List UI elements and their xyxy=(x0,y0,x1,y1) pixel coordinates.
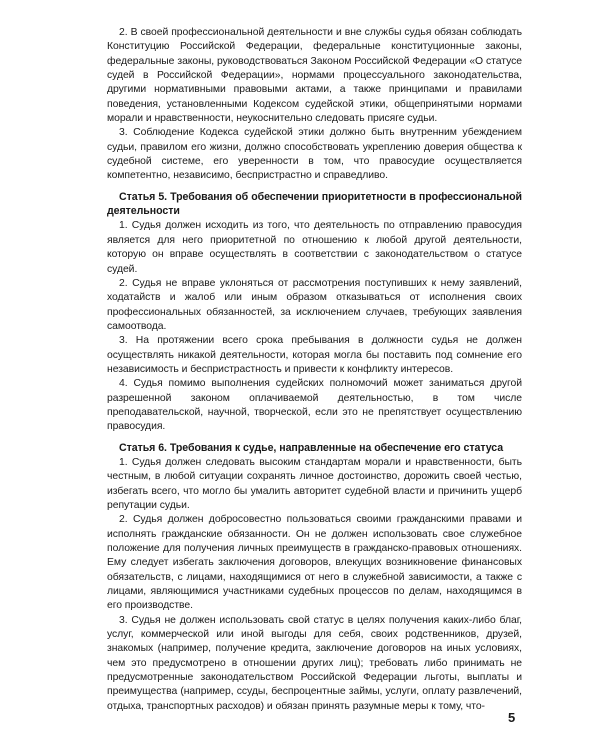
page-number: 5 xyxy=(508,710,516,725)
article-5-heading: Статья 5. Требования об обеспечении приоритетности в профессиональной деятельности xyxy=(107,190,522,218)
article-6-paragraph-1: 1. Судья должен следовать высоким стандартам морали и нравственности, быть честным, в любой ситуации сохранять личное достоинство, дорожить своей честью, избегать всего, что могло бы умалить авторитет судебной власти и причинить ущерб репутации судьи. xyxy=(107,456,522,511)
article-6-paragraph-3: 3. Судья не должен использовать свой статус в целях получения каких-либо благ, услуг, коммерческой или иной выгоды для себя, своих родственников, друзей, знакомых (например, получение кредита, заключение договоров на иных условиях, чем это предусмотрено в отношении других лиц); требовать либо принимать не предусмотренные законодательством Российской Федерации льготы, выплаты и преимущества (например, ссуды, беспроцентные займы, услуги, оплату развлечений, отдыха, транспортных расходов) и обязан принять разумные меры к тому, что- xyxy=(107,614,522,712)
article-5-paragraph-1: 1. Судья должен исходить из того, что деятельность по отправлению правосудия является для него приоритетной по отношению к любой другой деятельности, которую он вправе осуществлять в соответствии с законодательством о статусе судей. xyxy=(107,220,522,275)
article-6-heading: Статья 6. Требования к судье, направленные на обеспечение его статуса xyxy=(119,441,504,454)
article-5-paragraph-4: 4. Судья помимо выполнения судейских полномочий может заниматься другой разрешенной законом оплачиваемой деятельностью, в том числе преподавательской, научной, творческой, если это не препятствует осуществлению правосудия. xyxy=(107,378,522,433)
article-5-paragraph-2: 2. Судья не вправе уклоняться от рассмотрения поступивших к нему заявлений, ходатайств и жалоб или иным образом отказываться от исполнения своих профессиональных обязанностей, за исключением случаев, требующих заявления самоотвода. xyxy=(107,277,522,332)
article-6-paragraph-2: 2. Судья должен добросовестно пользоваться своими гражданскими правами и исполнять гражданские обязанности. Он не должен использовать свое служебное положение для получения личных преимуществ в гражданско-правовых отношениях. Ему следует избегать заключения договоров, влекущих возникновение финансовых обязательств, с лицами, находящимися от него в служебной зависимости, а также с лицами, являющимися участниками судебных процессов по делам, находящимся в его производстве. xyxy=(107,514,522,612)
article-5-paragraph-3: 3. На протяжении всего срока пребывания в должности судья не должен осуществлять никакой деятельности, которая могла бы поставить под сомнение его независимость и беспристрастность и привести к конфликту интересов. xyxy=(107,335,522,375)
paragraph-3-code-compliance: 3. Соблюдение Кодекса судейской этики должно быть внутренним убеждением судьи, правилом его жизни, должно способствовать укреплению доверия общества к судебной системе, его уверенности в том, что правосудие осуществляется компетентно, независимо, беспристрастно и справедливо. xyxy=(107,127,522,182)
paragraph-2-obligations: 2. В своей профессиональной деятельности и вне службы судья обязан соблюдать Конституцию Российской Федерации, федеральные конституционные законы, федеральные законы, руководствоваться Законом Российской Федерации «О статусе судей в Российской Федерации», нормами процессуального законодательства, другими нормативными правовыми актами, а также принципами и правилами поведения, установленными Кодексом судейской этики, общепринятыми нормами морали и нравственности, неукоснительно следовать присяге судьи. xyxy=(107,27,522,125)
document-page xyxy=(107,26,522,714)
